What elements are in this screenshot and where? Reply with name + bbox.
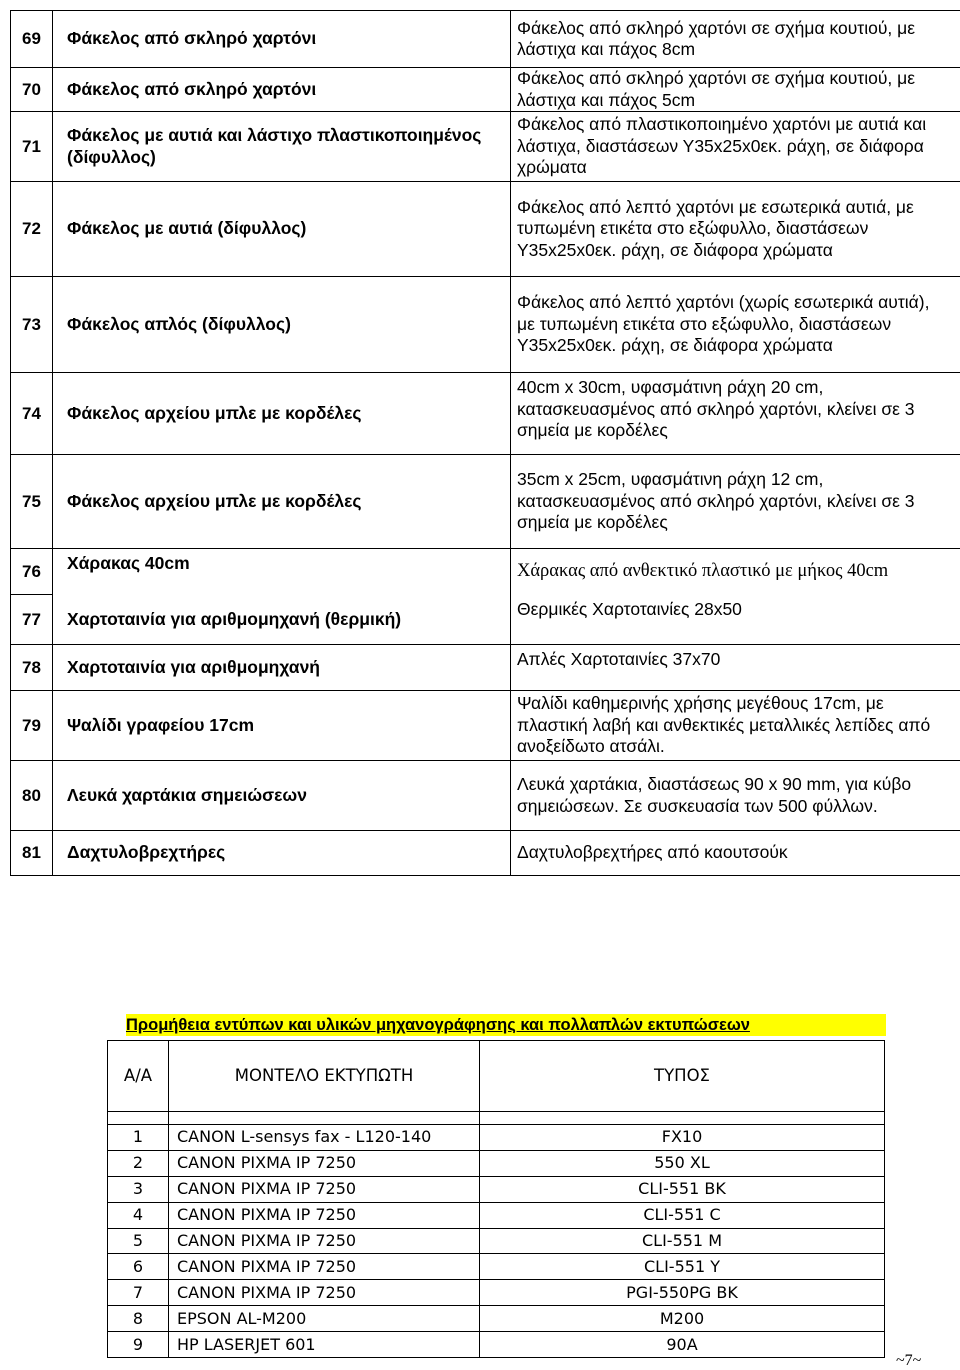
items-table (10, 10, 960, 876)
item-description: Ψαλίδι καθημερινής χρήσης μεγέθους 17cm, με πλαστική λαβή και ανθεκτικές μεταλλικές λεπίδες από ανοξείδωτο ατσάλι. (511, 691, 960, 761)
header-aa: Α/Α (108, 1041, 169, 1112)
consumable-type: 90A (480, 1332, 885, 1358)
table-row (11, 455, 960, 549)
row-index: 6 (108, 1254, 169, 1280)
header-model: ΜΟΝΤΕΛΟ ΕΚΤΥΠΩΤΗ (169, 1041, 480, 1112)
item-description: Λευκά χαρτάκια, διαστάσεως 90 x 90 mm, για κύβο σημειώσεων. Σε συσκευασία των 500 φύλλων. (511, 761, 960, 831)
printer-model: CANON PIXMA IP 7250 (169, 1202, 480, 1228)
row-index: 9 (108, 1332, 169, 1358)
table-row (108, 1150, 885, 1176)
item-name: Ψαλίδι γραφείου 17cm (53, 691, 511, 761)
item-description: Φάκελος από λεπτό χαρτόνι (χωρίς εσωτερικά αυτιά), με τυπωμένη ετικέτα στο εξώφυλλο, διαστάσεων Υ35x25x0εκ. ράχη, σε διάφορα χρώματα (511, 277, 960, 373)
item-name: Φάκελος αρχείου μπλε με κορδέλες (53, 373, 511, 455)
table-row (11, 68, 960, 112)
consumable-type: FX10 (480, 1125, 885, 1151)
item-number: 70 (11, 68, 53, 112)
table-row (11, 645, 960, 691)
item-description: Απλές Χαρτοταινίες 37x70 (511, 645, 960, 691)
item-name: Φάκελος με αυτιά και λάστιχο πλαστικοποιημένος (δίφυλλος) (53, 112, 511, 182)
table-row (11, 691, 960, 761)
table-row (108, 1176, 885, 1202)
row-index: 8 (108, 1306, 169, 1332)
item-description: Φάκελος από σκληρό χαρτόνι σε σχήμα κουτιού, με λάστιχα και πάχος 5cm (511, 68, 960, 112)
printer-model: CANON PIXMA IP 7250 (169, 1228, 480, 1254)
row-index: 1 (108, 1125, 169, 1151)
printer-model: CANON PIXMA IP 7250 (169, 1280, 480, 1306)
item-name: Φάκελος απλός (δίφυλλος) (53, 277, 511, 373)
item-number: 80 (11, 761, 53, 831)
table-row (108, 1228, 885, 1254)
item-description: Δαχτυλοβρεχτήρες από καουτσούκ (511, 831, 960, 876)
row-index: 4 (108, 1202, 169, 1228)
table-row (11, 761, 960, 831)
item-number: 69 (11, 11, 53, 68)
consumable-type: CLI-551 M (480, 1228, 885, 1254)
table-row (108, 1332, 885, 1358)
table-row (11, 112, 960, 182)
item-number: 71 (11, 112, 53, 182)
consumable-type: PGI-550PG BK (480, 1280, 885, 1306)
printer-model: CANON PIXMA IP 7250 (169, 1150, 480, 1176)
printer-model: EPSON AL-M200 (169, 1306, 480, 1332)
item-number: 81 (11, 831, 53, 876)
row-index: 3 (108, 1176, 169, 1202)
table-row (11, 549, 960, 595)
item-name: Φάκελος με αυτιά (δίφυλλος) (53, 182, 511, 277)
item-name: Λευκά χαρτάκια σημειώσεων (53, 761, 511, 831)
table-spacer-row (108, 1112, 885, 1125)
item-description: Φάκελος από πλαστικοποιημένο χαρτόνι με αυτιά και λάστιχα, διαστάσεων Υ35x25x0εκ. ράχη, σε διάφορα χρώματα (511, 112, 960, 182)
item-number: 76 (11, 549, 53, 595)
page-number: ~7~ (896, 1352, 922, 1369)
table-row (11, 182, 960, 277)
item-description: 35cm x 25cm, υφασμάτινη ράχη 12 cm, κατασκευασμένος από σκληρό χαρτόνι, κλείνει σε 3 σημεία με κορδέλες (511, 455, 960, 549)
item-name: Φάκελος από σκληρό χαρτόνι (53, 11, 511, 68)
printer-model: CANON L-sensys fax - L120-140 (169, 1125, 480, 1151)
table-row (11, 595, 960, 645)
printer-model: CANON PIXMA IP 7250 (169, 1254, 480, 1280)
row-index: 5 (108, 1228, 169, 1254)
item-name: Φάκελος από σκληρό χαρτόνι (53, 68, 511, 112)
item-name: Χαρτοταινία για αριθμομηχανή (θερμική) (53, 595, 511, 645)
table-row (108, 1254, 885, 1280)
consumable-type: M200 (480, 1306, 885, 1332)
table-row (108, 1125, 885, 1151)
item-name: Χάρακας 40cm (53, 549, 511, 595)
item-description: Θερμικές Χαρτοταινίες 28x50 (511, 595, 960, 645)
table-row (108, 1202, 885, 1228)
item-number: 79 (11, 691, 53, 761)
item-number: 74 (11, 373, 53, 455)
item-number: 72 (11, 182, 53, 277)
printer-supplies-table (107, 1040, 885, 1358)
consumable-type: 550 XL (480, 1150, 885, 1176)
row-index: 2 (108, 1150, 169, 1176)
consumable-type: CLI-551 Y (480, 1254, 885, 1280)
item-description: Χάρακας από ανθεκτικό πλαστικό με μήκος 40cm (511, 549, 960, 595)
item-number: 78 (11, 645, 53, 691)
item-name: Χαρτοταινία για αριθμομηχανή (53, 645, 511, 691)
consumable-type: CLI-551 BK (480, 1176, 885, 1202)
row-index: 7 (108, 1280, 169, 1306)
item-number: 77 (11, 595, 53, 645)
table-row (11, 373, 960, 455)
item-number: 73 (11, 277, 53, 373)
item-description: 40cm x 30cm, υφασμάτινη ράχη 20 cm, κατασκευασμένος από σκληρό χαρτόνι, κλείνει σε 3 σημεία με κορδέλες (511, 373, 960, 455)
table-row (11, 277, 960, 373)
item-number: 75 (11, 455, 53, 549)
printer-model: CANON PIXMA IP 7250 (169, 1176, 480, 1202)
consumable-type: CLI-551 C (480, 1202, 885, 1228)
table-row (11, 831, 960, 876)
table-header-row (108, 1041, 885, 1112)
item-description: Φάκελος από λεπτό χαρτόνι με εσωτερικά αυτιά, με τυπωμένη ετικέτα στο εξώφυλλο, διαστάσεων Υ35x25x0εκ. ράχη, σε διάφορα χρώματα (511, 182, 960, 277)
item-name: Δαχτυλοβρεχτήρες (53, 831, 511, 876)
header-type: ΤΥΠΟΣ (480, 1041, 885, 1112)
table-row (11, 11, 960, 68)
table-row (108, 1280, 885, 1306)
item-description: Φάκελος από σκληρό χαρτόνι σε σχήμα κουτιού, με λάστιχα και πάχος 8cm (511, 11, 960, 68)
table-row (108, 1306, 885, 1332)
item-name: Φάκελος αρχείου μπλε με κορδέλες (53, 455, 511, 549)
printer-model: HP LASERJET 601 (169, 1332, 480, 1358)
section-title: Προμήθεια εντύπων και υλικών μηχανογράφησης και πολλαπλών εκτυπώσεων (126, 1014, 886, 1036)
